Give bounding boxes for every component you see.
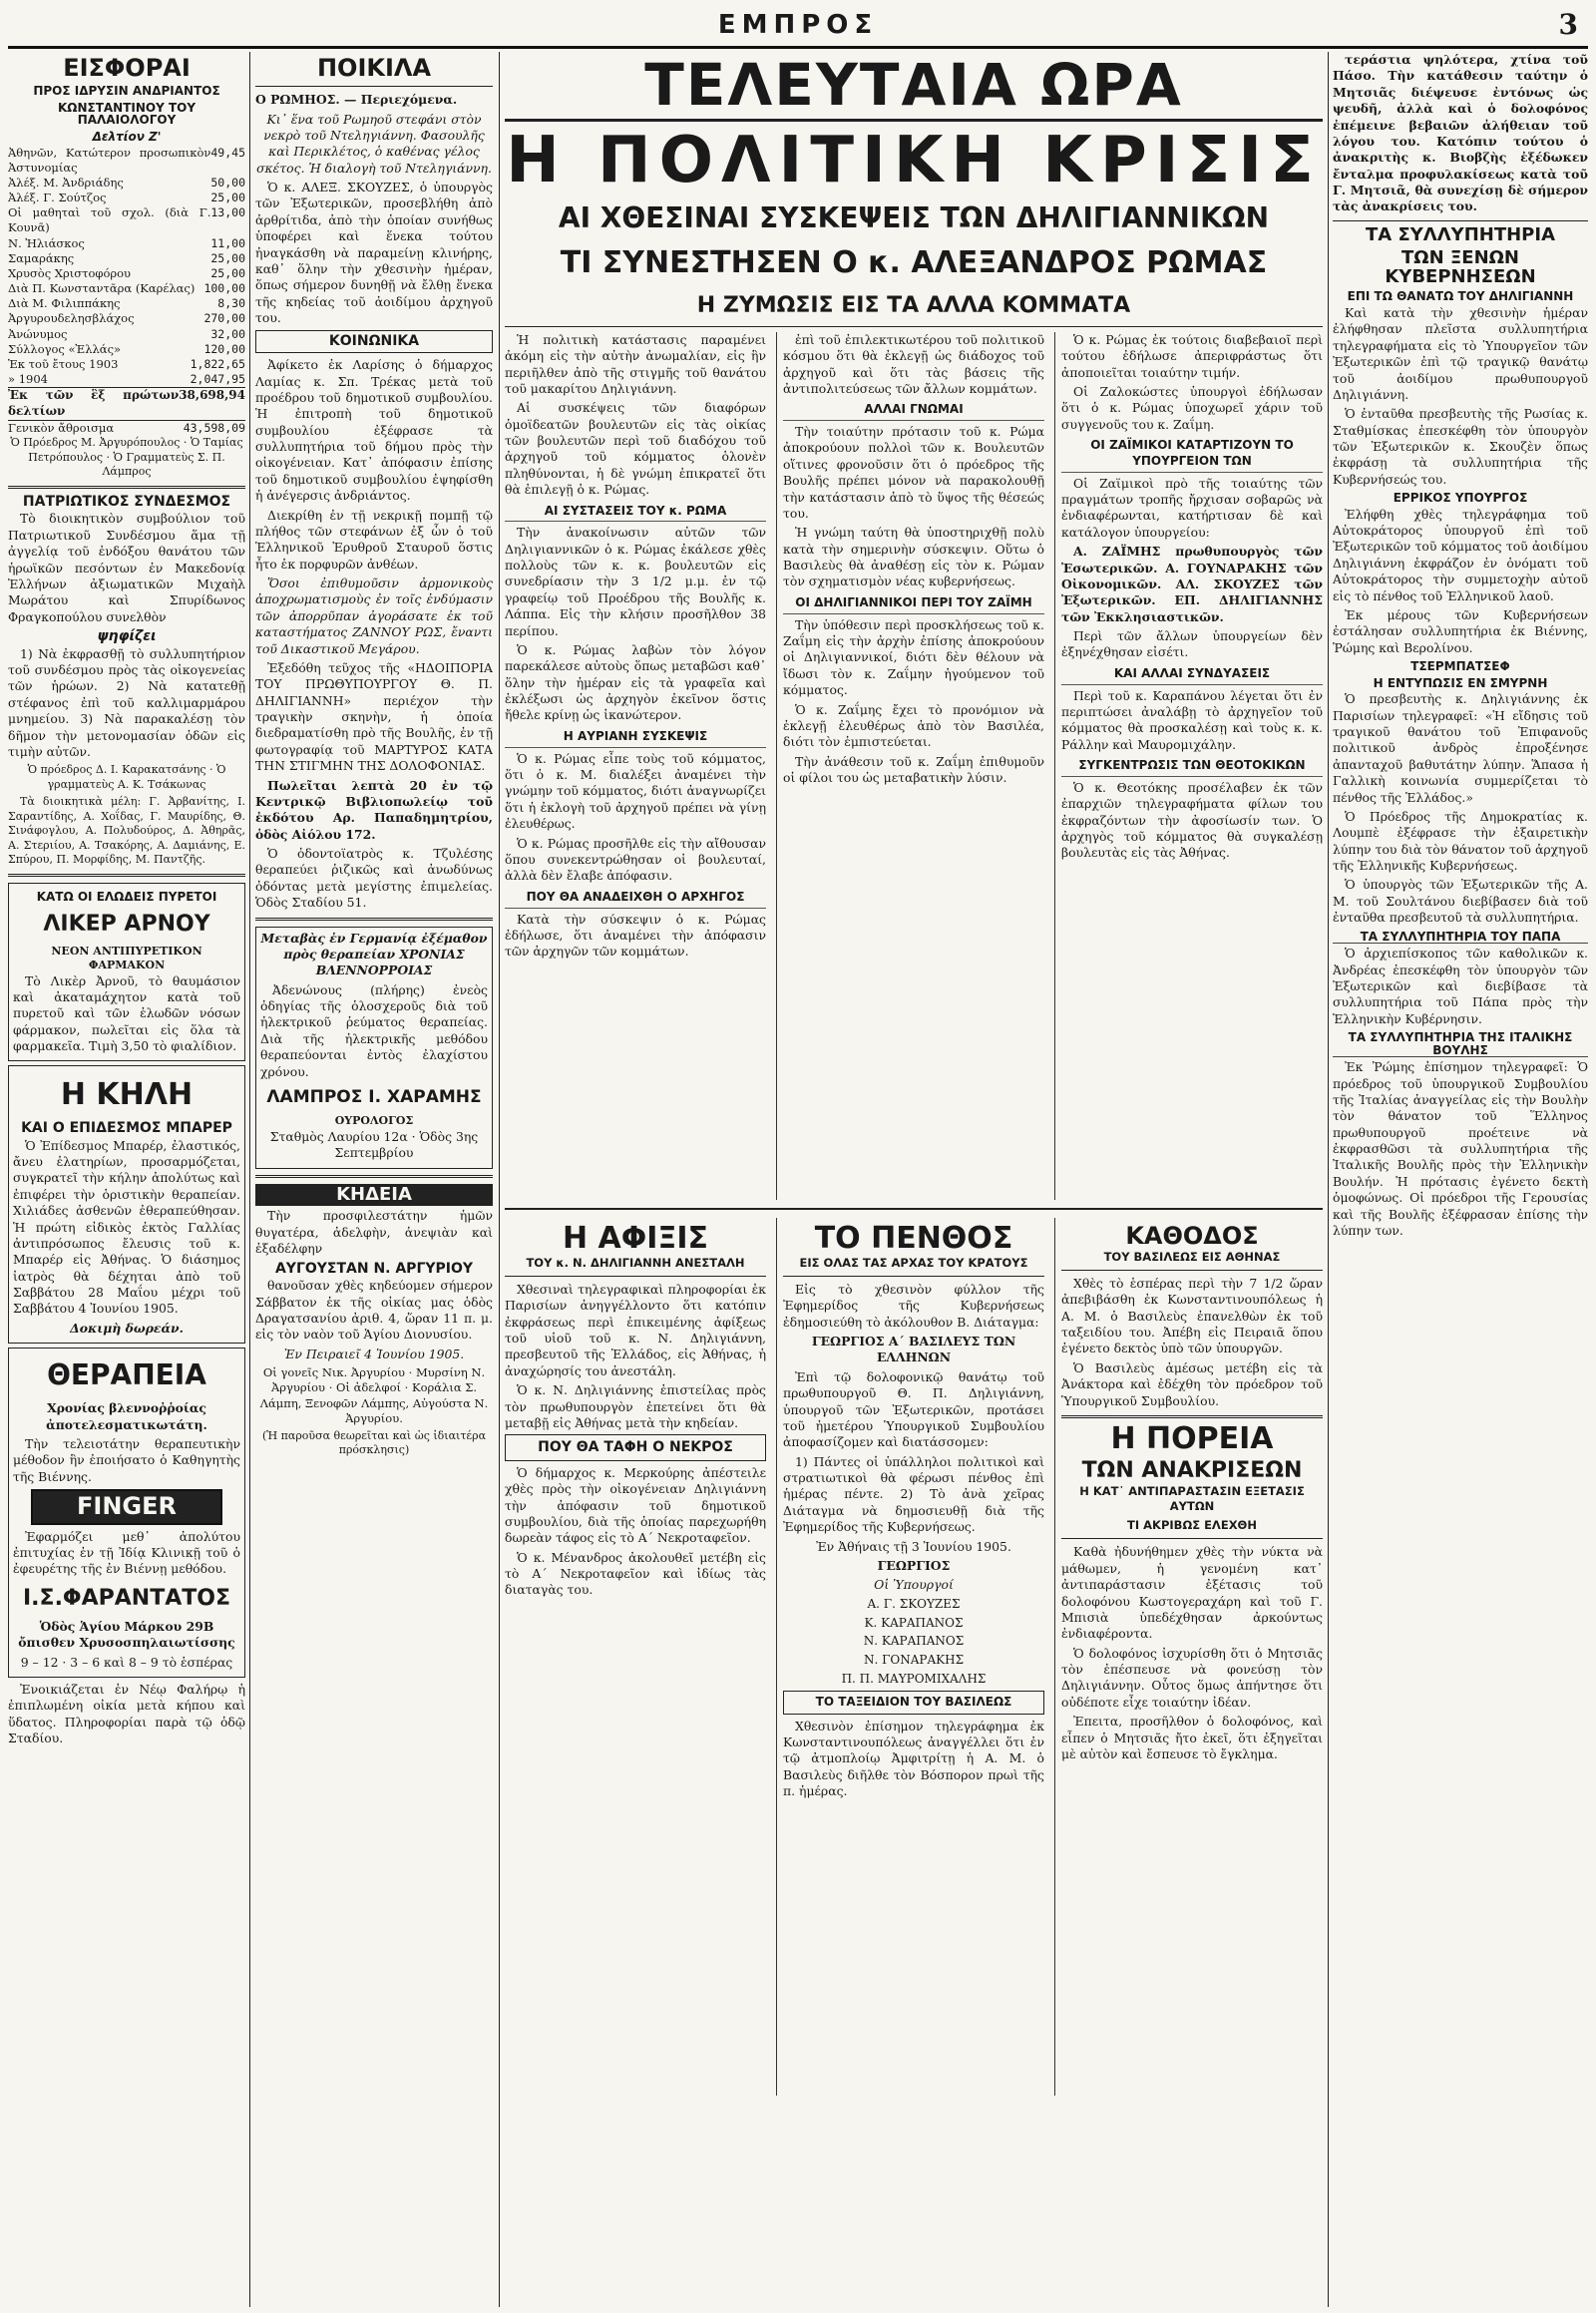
ad-subtitle: ΝΕΟΝ ΑΝΤΙΠΥΡΕΤΙΚΟΝ ΦΑΡΜΑΚΟΝ [51,944,202,972]
paragraph: Ὁ Βασιλεὺς ἀμέσως μετέβη εἰς τὰ Ἀνάκτορα καὶ ἐδέχθη τὸν πρόεδρον τοῦ Ὑπουργικοῦ Συμβουλίου. [1061,1359,1323,1408]
ad-subtitle: Χρονίας βλεννοῤῥοίας ἀποτελεσματικωτάτη. [46,1400,207,1432]
rental-notice: Ἐνοικιάζεται ἐν Νέῳ Φαλήρῳ ἡ ἐπιπλωμένη οἰκία μετὰ κήπου καὶ ὕδατος. Πληροφορίαι παρὰ τῷ ὁδῷ Σταδίου. [8,1682,245,1746]
ad-free: Δοκιμὴ δωρεάν. [70,1320,184,1336]
patriotic-points: 1) Νὰ ἐκφρασθῇ τὸ συλλυπητήριον τοῦ συνδέσμου πρὸς τὰς οἰκογενείας τῶν ἡρώων. 2) Νὰ κατατεθῇ στέφανος ἐπὶ τοῦ καλλιμαρμάρου μνημείου. 3) Νὰ παρακαλέσῃ τὸν δῆμον τὴν μετονομασίαν ὁδῶν εἰς τιμὴν αὐτῶν. [8,645,245,759]
column-rule [499,52,500,2307]
paragraph: Περὶ τῶν ἄλλων ὑπουργείων δὲν ἐξηνέχθησαν εἰσέτι. [1061,628,1323,660]
paragraph: Ἐκ Ῥώμης ἐπίσημον τηλεγραφεῖ: Ὁ πρόεδρος τοῦ ὑπουργικοῦ Συμβουλίου τῆς Ἰταλίας ἀναγγείλας εἰς τὴν Βουλὴν τὸν θάνατον τοῦ Ἕλληνος πρωθυπουργοῦ προέτεινε νὰ ἐκφρασθῶσι τὰ συλλυπητήρια τῆς Ἰταλικῆς Βουλῆς πρὸς τὴν Ἑλληνικὴν Βουλήν. Ἡ πρότασις ἐγένετο δεκτὴ ὁμοφώνως. Οἱ πρόεδροι τῆς Γερουσίας καὶ τῆς Βουλῆς ἐξέφρασαν ἐπίσης τὴν λύπην των. [1333,1059,1588,1238]
sub-headline: ΑΙ ΧΘΕΣΙΝΑΙ ΣΥΣΚΕΨΕΙΣ ΤΩΝ ΔΗΛΙΓΙΑΝΝΙΚΩΝ [558,201,1270,235]
story-column-c [1054,332,1323,1200]
donation-amount: 13,00 [210,205,245,220]
kideia-date: Ἐν Πειραιεῖ 4 Ἰουνίου 1905. [283,1346,465,1361]
patriotic-members: Τὰ διοικητικὰ μέλη: Γ. Ἀρβανίτης, Ι. Σαραντίδης, Α. Χοΐδας, Γ. Μαυρίδης, Θ. Σινάφογλου, Α. Πολυδούρος, Δ. Ἀθηρᾶς, Α. Στεριίου, Α. Τσακόρης, Α. Δαμιάνης, Ε. Σπύρου, Π. Μορφίδης, Μ. Παντζῆς. [8,795,245,867]
story-subtitle: ΤΟΥ ΒΑΣΙΛΕΩΣ ΕΙΣ ΑΘΗΝΑΣ [1103,1249,1281,1264]
story-title: Η ΠΟΡΕΙΑ [1110,1420,1274,1456]
donor-name: » 1904 [8,372,48,387]
paragraph: Ἐπὶ τῷ δολοφονικῷ θανάτῳ τοῦ πρωθυπουργοῦ Θ. Π. Δηλιγιάννη, ὑπουργοῦ τῶν Ἐξωτερικῶν, προτάσει τοῦ ἡμετέρου Ὑπουργικοῦ Συμβουλίου ἀποφασίζομεν καὶ διατάσσομεν: [783,1368,1044,1450]
dental-notice: Ὁ ὀδοντοϊατρὸς κ. Τζυλέσης θεραπεύει ῥιζικῶς καὶ ἀνωδύνως ὀδόντας μετὰ μεγίστης ἐπιμελείας. Ὁδὸς Σταδίου 51. [255,846,493,911]
ad-name: Ι.Σ.ΦΑΡΑΝΤΑΤΟΣ [23,1585,230,1611]
eisfora-grand-label: Γενικὸν ἄθροισμα [8,420,115,435]
donor-name: Ἀλέξ. Μ. Ἀνδριάδης [8,175,124,190]
paragraph: Ὁ Πρόεδρος τῆς Δημοκρατίας κ. Λουμπὲ ἐξέφρασε τὴν ἐξαιρετικὴν λύπην του διὰ τὸν θάνατον τοῦ ἀρχηγοῦ τῆς Ἑλληνικῆς Κυβερνήσεως. [1333,808,1588,874]
column-1 [8,52,245,2307]
eisfora-grand-row [8,421,245,436]
story-column-a [505,332,766,1200]
donation-amount: 2,047,95 [190,372,245,387]
story-subtitle: ΤΟΥ κ. Ν. ΔΗΛΙΓΙΑΝΝΗ ΑΝΕΣΤΑΛΗ [526,1255,745,1270]
kideia-note: (Ἡ παροῦσα θεωρεῖται καὶ ὡς ἰδιαιτέρα πρόσκλησις) [261,1428,487,1457]
skouzes-item: Ὁ κ. ΑΛΕΞ. ΣΚΟΥΖΕΣ, ὁ ὑπουργὸς τῶν Ἐξωτερικῶν, προσεβλήθη ἀπὸ ἀρθρίτιδα, ἀπὸ τὴν ὁποίαν συνήθως ὑποφέρει καὶ ἕνεκα τούτου ἠναγκάσθη νὰ παραμείνῃ κλινήρης, καθ᾽ ὅλην τὴν χθεσινὴν ἡμέραν, ὅπως σήμερον δυνηθῇ νὰ ἔλθῃ ἕνεκα τῆς κηδείας τοῦ ἀοιδίμου ἀρχηγοῦ του. [255,180,493,326]
divider [783,1276,1044,1277]
story-subtitle: Η ΚΑΤ᾽ ΑΝΤΙΠΑΡΑΣΤΑΣΙΝ ΕΞΕΤΑΣΙΣ ΑΥΤΩΝ [1079,1483,1305,1514]
ad-title: ΘΕΡΑΠΕΙΑ [47,1358,206,1392]
condolences-subtitle: ΕΠΙ ΤΩ ΘΑΝΑΤΩ ΤΟΥ ΔΗΛΙΓΙΑΝΝΗ [1347,289,1574,304]
subhead: Η ΑΥΡΙΑΝΗ ΣΥΣΚΕΨΙΣ [505,729,766,748]
page-number: 3 [1558,8,1578,41]
story-title-2: ΤΩΝ ΑΝΑΚΡΙΣΕΩΝ [1081,1457,1303,1483]
paragraph: Κατὰ τὴν σύσκεψιν ὁ κ. Ρώμας ἐδήλωσε, ὅτι ἀναμένει τὴν ἀπόφασιν τῶν ἀρχηγῶν τῶν κομμάτων. [505,911,766,960]
decree-sign-king: ΓΕΩΡΓΙΟΣ [877,1557,951,1573]
ad-subtitle: ΚΑΙ Ο ΕΠΙΔΕΣΜΟΣ ΜΠΑΡΕΡ [21,1120,232,1137]
paragraph: Ὁ πρεσβευτὴς κ. Δηλιγιάννης ἐκ Παρισίων τηλεγραφεῖ: «Ἡ εἴδησις τοῦ τραγικοῦ θανάτου τοῦ Ἐπιφανοῦς πολιτικοῦ ἀνδρὸς ἐπροξένησε ἀπανταχοῦ βαθυτάτην λύπην. Ἅπασα ἡ Γαλλικὴ κοινωνία συμμερίζεται τὸ πένθος τῆς Ἑλλάδος.» [1333,691,1588,805]
donation-row [8,342,245,357]
ad-title: Η ΚΗΛΗ [60,1077,194,1113]
divider [1061,1270,1323,1271]
kideia-text: Τὴν προσφιλεστάτην ἡμῶν θυγατέρα, ἀδελφὴν, ἀνεψιὰν καὶ ἐξαδέλφην [255,1208,493,1257]
story-title: Η ΑΦΙΞΙΣ [562,1220,709,1256]
kideia-name: ΑΥΓΟΥΣΤΑΝ Ν. ΑΡΓΥΡΙΟΥ [274,1260,474,1277]
sub-headline: Η ΖΥΜΩΣΙΣ ΕΙΣ ΤΑ ΑΛΛΑ ΚΟΜΜΑΤΑ [696,292,1131,318]
eisfora-total: 38,698,94 [179,388,245,403]
subhead: ΠΟΥ ΘΑ ΤΑΦΗ Ο ΝΕΚΡΟΣ [505,1434,766,1460]
donation-amount: 25,00 [210,265,245,280]
kideia-signatures: Οἱ γονεῖς Νικ. Ἀργυρίου · Μυρσίνη Ν. Ἀργυρίου · Οἱ ἀδελφοί · Κοράλια Σ. Λάμπη, Ξενοφῶν Λάμπης, Αὐγούστα Ν. Ἀργυρίου. [259,1365,489,1425]
ad-address: Ὁδὸς Ἁγίου Μάρκου 29Β ὄπισθεν Χρυσοσπηλαιωτίσσης [18,1618,235,1651]
story-title: ΤΟ ΠΕΝΘΟΣ [814,1220,1013,1256]
divider [255,1175,493,1178]
main-headline: Η ΠΟΛΙΤΙΚΗ ΚΡΙΣΙΣ [506,124,1322,197]
paragraph: 1) Πάντες οἱ ὑπάλληλοι πολιτικοὶ καὶ στρατιωτικοὶ θὰ φέρωσι πένθος ἐπὶ ἡμέρας πέντε. 2) Τὸ ἀνὰ χεῖρας Διάταγμα νὰ δημοσιευθῇ διὰ τῆς Ἐφημερίδος τῆς Κυβερνήσεως. [783,1453,1044,1535]
koinonika-text-2: Διεκρίθη ἐν τῇ νεκρικῇ πομπῇ τῷ πλήθος τῶν στεφάνων ἐξ ὧν ὁ τοῦ Ἑλληνικοῦ Ἐρυθροῦ Σταυροῦ ὅστις ἦτο ἐκ πορφυρῶν ἀνθέων. [255,507,493,572]
king-return-story [1054,1218,1323,2096]
paragraph: Ἐλήφθη χθὲς τηλεγράφημα τοῦ Αὐτοκράτορος ὑπουργοῦ ἐπὶ τοῦ Ἐξωτερικῶν τοῦ κόμματος τοῦ ἀοιδίμου Δηλιγιάννη ἐκφράζον ἐν ὀνόματι τοῦ Αὐτοκράτορος τὴν συμμετοχὴν αὐτοῦ εἰς τὸ πένθος τοῦ Ἑλληνικοῦ λαοῦ. [1333,506,1588,603]
donation-row [8,176,245,191]
ad-role: ΟΥΡΟΛΟΓΟΣ [334,1114,414,1128]
decree-king: ΓΕΩΡΓΙΟΣ Α΄ ΒΑΣΙΛΕΥΣ ΤΩΝ ΕΛΛΗΝΩΝ [811,1334,1016,1365]
patriotic-signatures: Ὁ πρόεδρος Δ. Ι. Καρακατσάνης · Ὁ γραμματεὺς Α. Κ. Τσάκωνας [27,763,226,791]
story-title: ΚΑΘΟΔΟΣ [1125,1221,1259,1250]
paragraph: Ὁ κ. Ν. Δηλιγιάννης ἐπιστείλας πρὸς τὸν πρωθυπουργὸν ἐπετείνει ὅτι θὰ μεταβῇ εἰς Ἀθήνας μετὰ τὴν κηδείαν. [505,1382,766,1430]
paragraph: Ἡ πολιτικὴ κατάστασις παραμένει ἀκόμη εἰς τὴν αὐτὴν ἀνωμαλίαν, εἰς ἣν περιῆλθεν ἀπὸ τῆς στιγμῆς τοῦ θανάτου τοῦ μακαρίτου Δηλιγιάννη. [505,331,766,396]
donor-name: Σαμαράκης [8,250,75,265]
divider [505,326,1323,327]
donation-row [8,236,245,251]
donation-amount: 120,00 [203,341,245,356]
koinonika-title: ΚΟΙΝΩΝΙΚΑ [255,330,493,353]
patriotic-resolves: ψηφίζει [97,628,157,644]
donor-name: Διὰ Μ. Φιλιππάκης [8,296,121,311]
donation-row [8,311,245,326]
subhead-2: Η ΕΝΤΥΠΩΣΙΣ ΕΝ ΣΜΥΡΝΗ [1373,675,1548,690]
donation-row [8,205,245,235]
ad-kicker: ΚΑΤΩ ΟΙ ΕΛΩΔΕΙΣ ΠΥΡΕΤΟΙ [36,889,217,904]
paragraph: Περὶ τοῦ κ. Καραπάνου λέγεται ὅτι ἐν περιπτώσει ἀναλάβῃ τὸ ἀρχηγεῖον τοῦ κόμματος θὰ προσκαλέσῃ καὶ τοὺς κ. κ. Ράλλην καὶ Μαυρομιχάλην. [1061,687,1323,752]
column-rule [1328,52,1329,2307]
donor-name: Ἀθηνῶν, Κατώτερον προσωπικὸν Ἀστυνομίας [8,145,211,175]
eisfora-total-row [8,387,245,421]
story-subtitle-2: ΤΙ ΑΚΡΙΒΩΣ ΕΛΕΧΘΗ [1127,1518,1257,1533]
decree-date: Ἐν Ἀθήναις τῇ 3 Ἰουνίου 1905. [816,1538,1011,1554]
eisfora-total-label: Ἐκ τῶν ἓξ πρώτων δελτίων [8,388,180,419]
signer-name: Κ. ΚΑΡΑΠΑΝΟΣ [864,1615,964,1630]
paragraph: Χθεσιναὶ τηλεγραφικαὶ πληροφορίαι ἐκ Παρισίων ἀνηγγέλλοντο ὅτι κατόπιν ἐκφράσεως περὶ ἐπικειμένης ἀφίξεως τοῦ υἱοῦ τοῦ κ. Ν. Δηλιγιάννη, πρεσβευτοῦ τῆς Ἑλλάδος, εἰς Ἀθήνας, ἡ ἀναχώρησίς του ἀνεστάλη. [505,1281,766,1378]
paragraph: Ὁ ἀρχιεπίσκοπος τῶν καθολικῶν κ. Ἀνδρέας ἐπεσκέφθη τὸν ὑπουργὸν τῶν Ἐξωτερικῶν καὶ διεβίβασε τὰ συλλυπητήρια τοῦ Πάπα πρὸς τὴν Ἑλληνικὴν Κυβέρνησιν. [1333,946,1588,1026]
donation-amount: 100,00 [203,281,245,296]
hodoiporia-price: Πωλεῖται λεπτὰ 20 ἐν τῷ Κεντρικῷ Βιβλιοπωλείῳ τοῦ ἐκδότου Αρ. Παπαδημητρίου, ὁδὸς Αἰόλου 172. [255,777,493,842]
subhead: ΟΙ ΔΗΛΙΓΙΑΝΝΙΚΟΙ ΠΕΡΙ ΤΟΥ ΖΑΪΜΗ [783,595,1044,614]
subhead: ΤΣΕΡΜΠΑΤΣΕΦ [1410,659,1510,674]
shop-notice: Ὅσοι ἐπιθυμοῦσιν ἀρμονικοὺς ἀποχρωματισμοὺς ἐν τοῖς ἐνδύμασιν τῶν ἀπορρῦπαν ἀγοράσατε ἐκ τοῦ καταστήματος ΖΑΝΝΟΥ ΡΩΣ, ἔναντι τοῦ Δικαστικοῦ Μεγάρου. [255,576,493,656]
kideia-text-2: θανοῦσαν χθὲς κηδεύομεν σήμερον Σάββατον ἐκ τῆς οἰκίας μας ὁδὸς Δραγατσανίου ἀριθ. 4, ὥραν 11 π. μ. εἰς τὸν ναὸν τοῦ Ἁγίου Διονυσίου. [255,1278,493,1343]
hodoiporia-notice: Ἐξεδόθη τεῦχος τῆς «ΗΔΟΙΠΟΡΙΑ ΤΟΥ ΠΡΩΘΥΠΟΥΡΓΟΥ Θ. Π. ΔΗΛΙΓΙΑΝΝΗ» περιέχον τὴν τραγικὴν σκηνὴν, ἡ ὁποία διεδραματίσθη πρὸ τῆς Βουλῆς, ἐν τῇ φωτογραφίᾳ τοῦ ΜΑΡΤΥΡΟΣ ΚΑΤΑ ΤΗΝ ΣΤΙΓΜΗΝ ΤΗΣ ΔΟΛΟΦΟΝΙΑΣ. [255,659,493,774]
paragraph: Ἐκ μέρους τῶν Κυβερνήσεων ἐστάλησαν συλλυπητήρια ἐκ Βιέννης, Ῥώμης καὶ Βερολίνου. [1333,606,1588,655]
donation-row [8,327,245,342]
subhead: ΕΡΡΙΚΟΣ ΥΠΟΥΡΓΟΣ [1393,491,1528,506]
donor-name: Ν. Ἠλιάσκος [8,235,85,250]
ad-text: Ἐφαρμόζει μεθ᾽ ἀπολύτου ἐπιτυχίας ἐν τῇ Ἰδίᾳ Κλινικῇ τοῦ ὁ ἐφευρέτης τῆς ἐν Βιέννῃ μεθόδου. [13,1528,240,1577]
subhead: ΤΟ ΤΑΞΕΙΔΙΟΝ ΤΟΥ ΒΑΣΙΛΕΩΣ [783,1691,1044,1715]
late-news-heading: ΤΕΛΕΥΤΑΙΑ ΩΡΑ [644,52,1183,119]
ad-name: ΛΑΜΠΡΟΣ Ι. ΧΑΡΑΜΗΣ [266,1086,482,1107]
paragraph: Ὁ κ. Ρώμας εἶπε τοὺς τοῦ κόμματος, ὅτι ὁ κ. Μ. διαλέξει ἀναμένει τὴν γνώμην τοῦ κόμματος, διότι ἀναγνωρίζει ὅτι ἡ ἐκλογὴ τοῦ ἀρχηγοῦ πρέπει νὰ γίνῃ ἐλευθέρως. [505,750,766,832]
ad-text: Τὴν τελειοτάτην θεραπευτικὴν μέθοδον ἣν ἐποιήσατο ὁ Καθηγητὴς τῆς Βιέννης. [13,1435,240,1484]
paragraph: Καὶ κατὰ τὴν χθεσινὴν ἡμέραν ἐλήφθησαν πλεῖστα συλλυπητήρια τηλεγραφήματα εἰς τὸ Ὑπουργεῖον τῶν Ἐξωτερικῶν ἐπὶ τῷ τραγικῷ θανάτῳ τοῦ ἀοιδίμου πρωθυπουργοῦ Δηλιγιάννη. [1333,305,1588,402]
subhead: ΟΙ ΖΑΪΜΙΚΟΙ ΚΑΤΑΡΤΙΖΟΥΝ ΤΟ ΥΠΟΥΡΓΕΙΟΝ ΤΩΝ [1061,438,1323,473]
finger-banner: FINGER [31,1489,222,1525]
column-rule [249,52,250,2307]
paragraph: Καθὰ ἠδυνήθημεν χθὲς τὴν νύκτα νὰ μάθωμεν, ἡ γενομένη κατ᾽ ἀντιπαράστασιν ἐξέτασις τοῦ δολοφόνου Κωστογεραχάρη καὶ τοῦ Γ. Μπισιὰ ὑπεδέχθησαν ἀρκούντως ἐνδιαφέροντα. [1061,1544,1323,1642]
donor-name: Σύλλογος «Ἑλλάς» [8,341,122,356]
ad-text: Τὸ Λικὲρ Ἀρνοῦ, τὸ θαυμάσιον καὶ ἀκαταμάχητον κατὰ τοῦ πυρετοῦ καὶ τῶν ἑλωδῶν νόσων φάρμακον, πωλεῖται εἰς ὅλα τὰ φαρμακεῖα. Τιμὴ 3,50 τὸ φιαλίδιον. [13,972,240,1054]
paragraph: Χθεσινὸν ἐπίσημον τηλεγράφημα ἐκ Κωνσταντινουπόλεως ἀναγγέλλει ὅτι ἐν τῷ ἀτμοπλοίῳ Ἀμφιτρίτῃ ἡ Α. Μ. ὁ Βασιλεὺς διῆλθε τὸν Βόσπορον πρωὶ τῆς π. ἡμέρας. [783,1718,1044,1799]
subhead: ΤΑ ΣΥΛΛΥΠΗΤΗΡΙΑ ΤΗΣ ΙΤΑΛΙΚΗΣ ΒΟΥΛΗΣ [1333,1031,1588,1057]
divider [1061,1538,1323,1539]
paragraph: ἐπὶ τοῦ ἐπιλεκτικωτέρου τοῦ πολιτικοῦ κόσμου ὅτι θὰ ἐκλεγῇ ὡς διάδοχος τοῦ ἀρχηγοῦ καὶ ὅτι τὰς βάσεις τῆς ἀντιπολιτεύσεως τῶν ἄλλων κομμάτων. [783,331,1044,396]
column-2 [255,52,493,2307]
patriotic-title: ΠΑΤΡΙΩΤΙΚΟΣ ΣΥΝΔΕΣΜΟΣ [22,493,231,510]
sub-headline: ΤΙ ΣΥΝΕΣΤΗΣΕΝ Ο κ. ΑΛΕΞΑΝΔΡΟΣ ΡΩΜΑΣ [560,245,1268,281]
paragraph: Τὴν ὑπόθεσιν περὶ προσκλήσεως τοῦ κ. Ζαΐμη εἰς τὴν ἀρχὴν ἐπίσης ἀποκρούουν οἱ Δηλιγιαννικοί, διότι δὲν θέλουν νὰ ἴδωσι τὸν κ. Ζαΐμην ἡγούμενον τοῦ κόμματος. [783,616,1044,698]
donation-amount: 32,00 [210,326,245,341]
donor-name: Χρυσὸς Χριστοφόρου [8,265,132,280]
donor-name: Ἐκ τοῦ ἔτους 1903 [8,356,119,371]
paragraph: Τὴν ἀνακοίνωσιν αὐτῶν τῶν Δηλιγιαννικῶν ὁ κ. Ρώμας ἐκάλεσε χθὲς πολλοὺς τῶν κ. κ. βουλευτῶν εἰς συνεδρίασιν τὴν 3 1/2 μ.μ. ἐν τῷ γραφείῳ τοῦ Προέδρου τῆς Βουλῆς κ. Λάππα. Εἰς τὴν κλήσιν προσῆλθον 38 περίπου. [505,525,766,638]
therapeia-ad [8,1348,245,1678]
ad-hours: 9 – 12 · 3 – 6 καὶ 8 – 9 τὸ ἑσπέρας [20,1654,233,1670]
romios-contents: Κι᾽ ἕνα τοῦ Ρωμηοῦ στεφάνι στὸν νεκρὸ τοῦ Ντεληγιάννη. Φασουλῆς καὶ Περικλέτος, ὁ καθένας γέλος σκέτος. Ἡ διαλογὴ τοῦ Ντεληγιάννη. [256,111,492,176]
paragraph: Ὁ κ. Μένανδρος ἀκολουθεῖ μετέβη εἰς τὸ Α΄ Νεκροταφεῖον καὶ ἰδίως τὰς διαταγὰς του. [505,1549,766,1598]
poikila-title: ΠΟΙΚΙΛΑ [316,54,432,82]
subhead: ΤΑ ΣΥΛΛΥΠΗΤΗΡΙΑ ΤΟΥ ΠΑΠΑ [1333,931,1588,945]
divider [1333,220,1588,221]
patriotic-text: Τὸ διοικητικὸν συμβούλιον τοῦ Πατριωτικοῦ Συνδέσμου ἅμα τῇ ἀγγελίᾳ τοῦ ἐνδόξου θανάτου τῶν ἡρωϊκῶν πεσόντων ἐν Μακεδονίᾳ Ἑλλήνων ἀξιωματικῶν Μιχαὴλ Μωράτου καὶ Σπυρίδωνος Φραγκοπούλου συνελθὸν [8,511,245,624]
donation-amount: 49,45 [210,145,245,160]
main-story [505,52,1323,2307]
paragraph: Ἐπειτα, προσῆλθον ὁ δολοφόνος, καὶ εἶπεν ὁ Μητσιᾶς ἤτο ἐκεῖ, ὅτι ἐξηγεῖται μὲ αὐτὸν καὶ ἔσπευσε τὸ ἔγκλημα. [1061,1714,1323,1761]
signer-name: Π. Π. ΜΑΥΡΟΜΙΧΑΛΗΣ [841,1672,987,1686]
ad-text: Ἀδενώνους (πλήρης) ἐνεὸς ὀδηγίας τῆς ὁλοσχεροῦς διὰ τοῦ ἠλεκτρικοῦ ῥεύματος θεραπείας. Διὰ τῆς ἠλεκτρικῆς μεθόδου θεραπεύονται ἐντὸς ἐλαχίστου χρόνου. [260,981,488,1079]
divider [255,918,493,921]
donation-row [8,146,245,176]
donor-name: Ἀργυρουδελησβλάχος [8,311,135,326]
paragraph: Ὁ κ. Ρώμας λαβὼν τὸν λόγον παρεκάλεσε αὐτοὺς ὅπως μεταβῶσι καθ᾽ ὅλην τὴν ἡμέραν εἰς τὰ γραφεῖα καὶ ἐκλέξωσι ὡς ἀρχηγὸν ἐκεῖνον ὅστις ἤθελε κρίνῃ ὡς ἱκανώτερον. [505,641,766,723]
koinonika-text: Ἀφίκετο ἐκ Λαρίσης ὁ δήμαρχος Λαμίας κ. Σπ. Τρέκας μετὰ τοῦ προέδρου τοῦ δημοτικοῦ συμβουλίου. Ἡ ἐπιτροπὴ τοῦ δημοτικοῦ συμβουλίου ἐξέφρασε τὰ συλλυπητήρια τοῦ δήμου πρὸς τὴν οἰκογένειαν. Κατ᾽ ἀπόφασιν ἐπίσης τοῦ δημοτικοῦ συμβουλίου ἐψηφίσθη ἡ ἀνέγερσις ἀνδριάντος. [255,357,493,504]
donor-name: Ἀνώνυμος [8,326,68,341]
donation-amount: 1,822,65 [190,356,245,371]
condolences-title: ΤΑ ΣΥΛΛΥΠΗΤΗΡΙΑ [1366,223,1555,245]
donor-name: Διὰ Π. Κωνσταντᾶρα (Καρέλας) [8,281,196,296]
story-columns [505,332,1323,1200]
divider [505,1208,1323,1210]
divider [1061,1415,1323,1418]
donation-amount: 25,00 [210,191,245,205]
ad-text: Ὁ Ἐπίδεσμος Μπαρέρ, ἐλαστικός, ἄνευ ἐλατηρίων, προσαρμόζεται, συγκρατεῖ τὴν κήλην ἀπολύτως καὶ ἐπιφέρει τὴν ὁριστικὴν θεραπείαν. Χιλιάδες ἀσθενῶν ἐθεραπεύθησαν. Ἡ πρώτη εἰδικὸς ἐκτὸς Γαλλίας ἀντιπρόσωπος ἔλευσις τοῦ κ. Μπαρέρ εἰς Ἀθήνας. Ὁ διάσημος ἰατρὸς θὰ δέχηται ἀπὸ τοῦ Σαββάτου 28 Μαΐου μέχρι τοῦ Σαββάτου 4 Ἰουνίου 1905. [13,1137,240,1317]
paragraph: Ὁ δήμαρχος κ. Μερκούρης ἀπέστειλε χθὲς πρὸς τὴν οἰκογένειαν Δηλιγιάννη τὴν ἀπόφασιν τοῦ δημοτικοῦ συμβουλίου, διὰ τῆς ὁποίας παρεχωρήθη δωρεὰν τάφος εἰς τὸ Α΄ Νεκροταφεῖον. [505,1464,766,1546]
donation-row [8,251,245,266]
donation-amount: 25,00 [210,250,245,265]
eisfora-signatures: Ὁ Πρόεδρος Μ. Ἀργυρόπουλος · Ὁ Ταμίας Πετρόπουλος · Ὁ Γραμματεὺς Σ. Π. Λάμπρος [10,436,243,479]
donation-amount: 50,00 [210,175,245,190]
paragraph: Τὴν ἀνάθεσιν τοῦ κ. Ζαΐμη ἐπιθυμοῦν οἱ φίλοι του ὡς μεταβατικὴν λύσιν. [783,753,1044,786]
kideia-title: ΚΗΔΕΙΑ [255,1184,493,1207]
paragraph: Ὁ κ. Ζαΐμης ἔχει τὸ προνόμιον νὰ ἐκλεγῇ ἐλευθέρως ἀπὸ τὸν Βασιλέα, διότι τὸν ἐμπιστεύεται. [783,701,1044,750]
paragraph: Ὁ δολοφόνος ἰσχυρίσθη ὅτι ὁ Μητσιᾶς τὸν ἐπέσπευσε νὰ φονεύσῃ τὸν Δηλιγιάννην. Οὗτος ὅμως ἀπήντησε ὅτι οὐδέποτε εἶχε τοιαύτην ἰδέαν. [1061,1645,1323,1710]
divider [255,86,493,87]
eisfora-subtitle: ΚΩΝΣΤΑΝΤΙΝΟΥ ΤΟΥ ΠΑΛΑΙΟΛΟΓΟΥ [57,100,197,128]
mourning-story [776,1218,1044,2096]
paragraph: Ἡ γνώμη ταύτη θὰ ὑποστηριχθῇ πολὺ κατὰ τὴν σημερινὴν σύσκεψιν. Οὕτω ὁ Βασιλεὺς θὰ ἀναθέσῃ εἰς τὸν κ. Ρώμαν τὸν σχηματισμὸν νέας κυβερνήσεως. [783,525,1044,589]
eisfora-list [8,146,245,388]
paragraph: Χθὲς τὸ ἑσπέρας περὶ τὴν 7 1/2 ὥραν ἀπεβιβάσθη ἐκ Κωνσταντινουπόλεως ἡ Α. Μ. ὁ Βασιλεὺς ἐπανελθὼν ἐκ τοῦ ταξειδίου του. Ἀπέβη εἰς Πειραιᾶ ὅπου ἐγένετο δεκτὸς ὑπὸ τῶν ὑπουργῶν. [1061,1275,1323,1356]
romios-heading: Ο ΡΩΜΗΟΣ. — Περιεχόμενα. [255,92,458,108]
donation-row [8,281,245,296]
donation-amount: 11,00 [210,235,245,250]
story-subtitle: ΕΙΣ ΟΛΑΣ ΤΑΣ ΑΡΧΑΣ ΤΟΥ ΚΡΑΤΟΥΣ [799,1255,1028,1270]
donation-amount: 270,00 [203,311,245,326]
masthead [8,6,1588,49]
paragraph: Αἱ συσκέψεις τῶν διαφόρων ὁμοϊδεατῶν βουλευτῶν εἰς τὰς οἰκίας τῶν βουλευτῶν περὶ τοῦ διαδόχου τοῦ ἀρχηγοῦ τοῦ κόμματος ὁλονὲν πληθύνονται, ἡ δὲ γνώμη ἐπικρατεῖ ὅτι θὰ ἐπιλεγῇ ὁ κ. Ρώμας. [505,400,766,498]
paragraph: Ὁ ἐνταῦθα πρεσβευτὴς τῆς Ρωσίας κ. Σταθμίσκας ἐπεσκέφθη τὸν ὑπουργὸν τῶν Ἐξωτερικῶν κ. Σκουζὲν ὅπως ἐκφράσῃ τὰ συλλυπητήρια τῆς Κυβερνήσεώς του. [1333,406,1588,487]
cabinet-list: Α. ΖΑΪΜΗΣ πρωθυπουργὸς τῶν Ἐσωτερικῶν. Α. ΓΟΥΝΑΡΑΚΗΣ τῶν Οἰκονομικῶν. ΑΛ. ΣΚΟΥΖΕΣ τῶν Ἐξωτερικῶν. ΕΠ. ΔΗΛΙΓΙΑΝΝΗΣ τῶν Ἐκκλησιαστικῶν. [1061,544,1323,624]
ad-title: Μεταβὰς ἐν Γερμανίᾳ ἐξέμαθον πρὸς θεραπείαν ΧΡΟΝΙΑΣ ΒΛΕΝΝΟΡΡΟΙΑΣ [260,930,488,978]
paragraph: Ὁ κ. Θεοτόκης προσέλαβεν ἐκ τῶν ἐπαρχιῶν τηλεγραφήματα φίλων του ἐκφραζόντων τὴν ἀφοσίωσίν των. Ὁ ἀρχηγὸς τοῦ κόμματος θὰ συγκαλέσῃ βουλευτὰς εἰς τὰς Ἀθήνας. [1061,779,1323,861]
paragraph: Ὁ κ. Ρώμας ἐκ τούτοις διαβεβαιοῖ περὶ τούτου ἐδήλωσε ἀπεριφράστως ὅτι ἀποποιεῖται τοιαύτην τιμήν. [1061,331,1323,380]
eisfora-bulletin: Δελτίον Ζ' [92,129,162,144]
donation-row [8,357,245,372]
paragraph: Οἱ Ζαλοκώστες ὑπουργοὶ ἐδήλωσαν ὅτι ὁ κ. Ρώμας ὑποχωρεῖ χάριν τοῦ συγγενοῦς του κ. Ζαΐμη. [1061,383,1323,432]
subhead: ΑΛΛΑΙ ΓΝΩΜΑΙ [783,402,1044,421]
donation-row [8,372,245,387]
donation-amount: 8,30 [217,296,245,311]
kili-ad [8,1065,245,1344]
story-column-b [776,332,1044,1200]
divider [8,486,245,489]
signer-name: Ν. ΚΑΡΑΠΑΝΟΣ [863,1634,965,1649]
subhead: ΚΑΙ ΑΛΛΑΙ ΣΥΝΔΥΑΣΕΙΣ [1061,666,1323,685]
decree-signers [783,1597,1044,1688]
lower-columns [505,1218,1323,2096]
paragraph: Οἱ Ζαϊμικοὶ πρὸ τῆς τοιαύτης τῶν πραγμάτων τροπῆς ἤρχισαν σοβαρῶς νὰ ἐνδιαφέρωνται, κατήρτισαν δὲ καὶ κατάλογον ὑπουργείου: [1061,475,1323,540]
paragraph: Ὁ ὑπουργὸς τῶν Ἐξωτερικῶν τῆς Α. Μ. τοῦ Σουλτάνου διεβίβασεν διὰ τοῦ ἐνταῦθα πρεσβευτοῦ τὰ συλλυπητήρια. [1333,877,1588,926]
paragraph: τεράστια ψηλότερα, χτίνα τοῦ Πάσο. Τὴν κατάθεσιν ταύτην ὁ Μητσιᾶς διέψευσε ἐντόνως ὡς ψευδῆ, ἀλλὰ καὶ ὁ δολοφόνος ἐπέμεινε βεβαιῶν ἀλήθειαν τοῦ λόγου του. Κατόπιν τούτου ὁ ἀνακριτὴς κ. Βιοβζὴς ἐξέδωκεν ἔνταλμα προφυλακίσεως κατὰ τοῦ Γ. Μητσιᾶ, θὰ συνεχίσῃ δὲ σήμερον τὰς ἀνακρίσεις του. [1333,52,1588,214]
paragraph: Τὴν τοιαύτην πρότασιν τοῦ κ. Ρώμα ἀποκρούουν πολλοὶ τῶν κ. Βουλευτῶν οἵτινες φρονοῦσιν ὅτι ὁ πρόεδρος τῆς Βουλῆς πρέπει μόνον νὰ παρακολουθῇ τὴν κατάστασιν ἀπὸ τὸ ὕψος τῆς θέσεώς του. [783,424,1044,521]
donation-row [8,266,245,281]
liker-arnou-ad [8,883,245,1062]
divider [505,1276,766,1277]
signer-name: Ν. ΓΟΝΑΡΑΚΗΣ [863,1653,965,1668]
donation-row [8,191,245,205]
eisfora-grand: 43,598,09 [183,420,245,435]
paragraph: Ὁ κ. Ρώμας προσῆλθε εἰς τὴν αἴθουσαν ὅπου συνεκεντρώθησαν οἱ βουλευταί, ἀλλὰ δὲν ἔλαβε ἀπόφασιν. [505,835,766,884]
subhead: ΣΥΓΚΕΝΤΡΩΣΙΣ ΤΩΝ ΘΕΟΤΟΚΙΚΩΝ [1061,758,1323,777]
eisfora-subtitle: ΠΡΟΣ ΙΔΡΥΣΙΝ ΑΝΔΡΙΑΝΤΟΣ [33,84,220,99]
paper-name: ΕΜΠΡΟΣ [717,10,879,40]
ad-address: Σταθμὸς Λαυρίου 12α · Ὁδὸς 3ης Σεπτεμβρίου [269,1128,479,1161]
divider [505,119,1323,122]
donation-row [8,296,245,311]
subhead: ΑΙ ΣΥΣΤΑΣΕΙΣ ΤΟΥ κ. ΡΩΜΑ [505,504,766,523]
arrival-story [505,1218,766,2096]
column-4 [1333,52,1588,2307]
divider [8,874,245,877]
donor-name: Ἀλέξ. Γ. Σούτζος [8,191,107,205]
blennorrhea-ad [255,927,493,1169]
ad-title: ΛΙΚΕΡ ΑΡΝΟΥ [43,911,210,937]
condolences-title-2: ΤΩΝ ΞΕΝΩΝ ΚΥΒΕΡΝΗΣΕΩΝ [1385,246,1536,287]
signer-name: Α. Γ. ΣΚΟΥΖΕΣ [867,1596,961,1611]
paragraph: Εἰς τὸ χθεσινὸν φύλλον τῆς Ἐφημερίδος τῆς Κυβερνήσεως ἐδημοσιεύθη τὸ ἀκόλουθον Β. Διάταγμα: [783,1281,1044,1330]
subhead: ΠΟΥ ΘΑ ΑΝΑΔΕΙΧΘΗ Ο ΑΡΧΗΓΟΣ [505,890,766,909]
donor-name: Οἱ μαθηταὶ τοῦ σχολ. (διὰ Γ. Κουνᾶ) [8,205,211,235]
decree-sign-label: Οἱ Ὑπουργοί [874,1577,954,1593]
eisfora-title: ΕΙΣΦΟΡΑΙ [63,54,191,82]
